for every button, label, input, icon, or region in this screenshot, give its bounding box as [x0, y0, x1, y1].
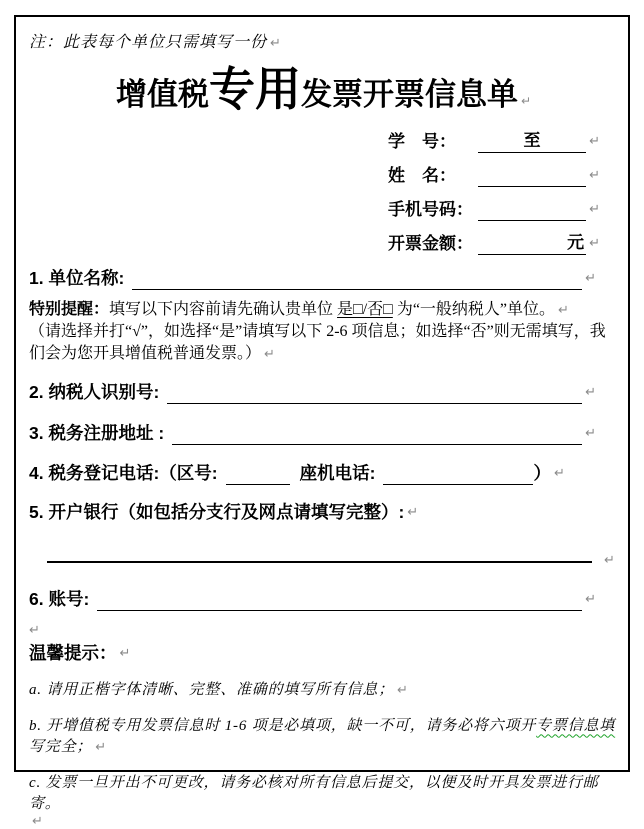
taxpayer-yes-no-checkboxes[interactable]: 是□/否□ — [337, 301, 393, 319]
unit-name-blank[interactable] — [132, 268, 582, 290]
bank-write-in-line — [29, 554, 618, 567]
form-item-account — [29, 587, 596, 611]
student-id-to-text: 至 — [523, 131, 541, 151]
title-prefix: 增值税 — [115, 77, 209, 112]
tip-c-text: c. 发票一旦开出不可更改，请务必核对所有信息后提交，以便及时开具发票进行邮寄。 — [29, 775, 599, 813]
landline-blank[interactable] — [383, 463, 533, 485]
paragraph-mark-icon: ↵ — [585, 591, 596, 607]
tips-heading-row — [29, 641, 618, 665]
spellcheck-wavy-underline: 专票信息填 — [536, 718, 616, 735]
paragraph-mark-icon: ↵ — [29, 622, 40, 638]
taxpayer-id-blank[interactable] — [167, 382, 582, 404]
paragraph-mark-icon: ↵ — [585, 270, 596, 286]
tips-heading: 温馨提示： — [29, 643, 117, 664]
paragraph-mark-icon: ↵ — [119, 645, 131, 661]
form-item-bank — [29, 500, 596, 524]
tax-phone-label: 4. 税务登记电话:（区号: — [29, 463, 218, 484]
top-note — [29, 29, 618, 52]
tax-phone-close-paren: ） — [533, 463, 551, 484]
paragraph-mark-icon: ↵ — [589, 168, 600, 184]
mobile-blank[interactable] — [478, 198, 586, 221]
title-suffix: 发票开票信息单 — [300, 77, 518, 112]
form-item-taxpayer-id — [29, 380, 596, 404]
document-title — [29, 66, 618, 114]
form-item-tax-phone — [29, 461, 596, 485]
field-student-id — [388, 130, 600, 153]
reminder-heading: 特别提醒： — [29, 301, 110, 319]
paragraph-mark-icon: ↵ — [264, 347, 275, 363]
tax-address-blank[interactable] — [172, 423, 582, 445]
student-id-blank[interactable] — [478, 130, 586, 153]
tip-a — [29, 680, 618, 701]
paragraph-mark-icon: ↵ — [585, 425, 596, 441]
form-item-tax-address — [29, 421, 596, 445]
paragraph-mark-icon: ↵ — [589, 134, 600, 150]
paragraph-mark-icon: ↵ — [397, 683, 409, 699]
paragraph-mark-icon: ↵ — [95, 740, 107, 756]
paragraph-mark-icon: ↵ — [589, 202, 600, 218]
landline-label: 座机电话: — [299, 463, 376, 484]
paragraph-mark-icon: ↵ — [558, 303, 569, 319]
area-code-blank[interactable] — [226, 463, 290, 485]
field-amount — [388, 232, 600, 255]
invoice-info-form — [14, 15, 630, 829]
paragraph-mark-icon: ↵ — [520, 94, 532, 108]
tip-c — [29, 773, 618, 828]
header-fields — [388, 130, 600, 255]
paragraph-mark-icon: ↵ — [270, 36, 282, 51]
amount-unit-text: 元 — [567, 233, 585, 253]
reminder-line1-pre: 填写以下内容前请先确认贵单位 — [109, 301, 338, 319]
taxpayer-id-label: 2. 纳税人识别号: — [29, 382, 160, 403]
field-mobile — [388, 198, 600, 221]
tip-b-text-pre: b. 开增值税专用发票信息时 1-6 项是必填项，缺一不可，请务必将六项开 — [29, 718, 537, 735]
tip-b-text-post: 写完全； — [29, 739, 93, 756]
paragraph-mark-icon: ↵ — [604, 553, 615, 569]
reminder-line2: （请选择并打“√”，如选择“是”请填写以下 2-6 项信息；如选择“否”则无需填写，我们会为您开具增值税普通发票。） — [29, 323, 606, 363]
student-id-label: 学 号： — [388, 132, 456, 152]
top-note-text: 注：此表每个单位只需填写一份 — [29, 34, 268, 51]
paragraph-mark-icon: ↵ — [585, 384, 596, 400]
amount-label: 开票金额： — [388, 234, 473, 254]
special-reminder — [29, 299, 616, 365]
mobile-label: 手机号码： — [388, 200, 473, 220]
tip-a-text: a. 请用正楷字体清晰、完整、准确的填写所有信息； — [29, 682, 395, 699]
unit-name-label: 1. 单位名称: — [29, 268, 125, 289]
paragraph-mark-icon: ↵ — [32, 814, 44, 829]
title-emphasis: 专用 — [208, 64, 301, 115]
field-name — [388, 164, 600, 187]
account-label: 6. 账号: — [29, 589, 90, 610]
paragraph-mark-icon: ↵ — [553, 465, 565, 481]
name-blank[interactable] — [478, 164, 586, 187]
paragraph-mark-icon: ↵ — [407, 504, 419, 520]
amount-blank[interactable] — [478, 232, 586, 255]
paragraph-mark-icon: ↵ — [589, 236, 600, 252]
account-blank[interactable] — [97, 589, 582, 611]
bank-label: 5. 开户银行（如包括分支行及网点请填写完整）: — [29, 502, 405, 523]
tax-address-label: 3. 税务注册地址 : — [29, 423, 165, 444]
name-label: 姓 名： — [388, 166, 456, 186]
bank-blank[interactable] — [47, 559, 592, 563]
tip-b — [29, 716, 618, 758]
form-item-unit-name — [29, 266, 596, 290]
empty-paragraph — [29, 621, 618, 639]
reminder-line1-post: 为“一般纳税人”单位。 — [392, 301, 556, 319]
